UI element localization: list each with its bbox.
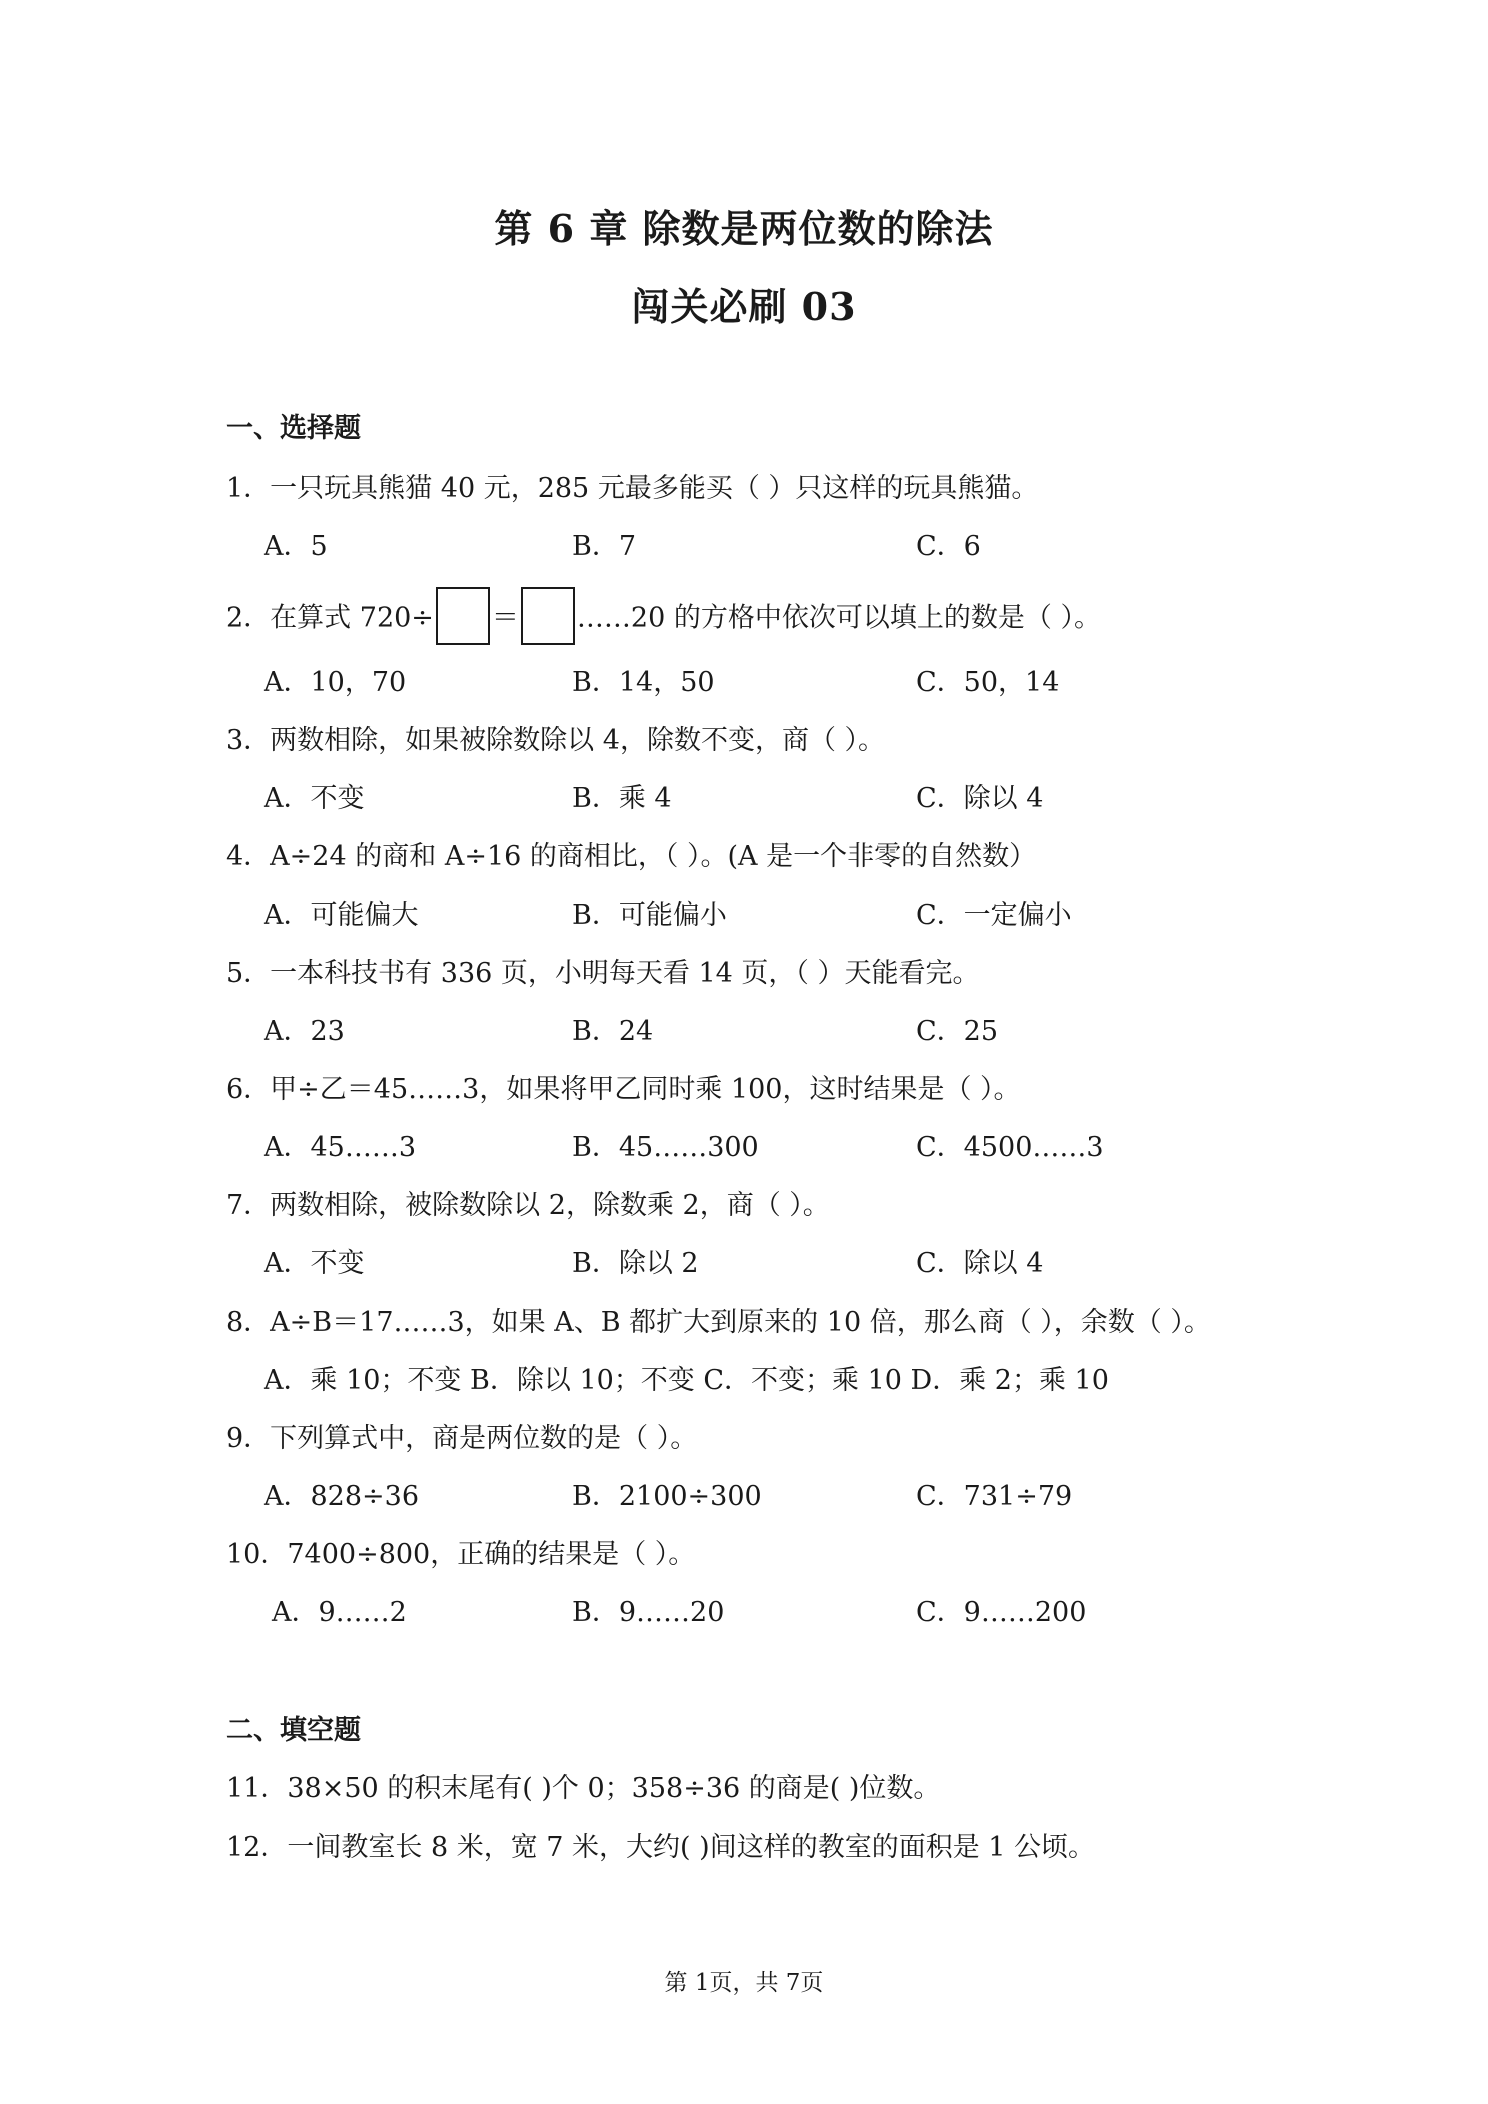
option-c: C．25: [916, 1016, 999, 1047]
question-5: 5．一本科技书有 336 页，小明每天看 14 页，（ ）天能看完。: [226, 958, 980, 989]
option-a: A．9……2: [272, 1597, 407, 1628]
question-12: 12．一间教室长 8 米，宽 7 米，大约( )间这样的教室的面积是 1 公顷。: [226, 1832, 1096, 1863]
option-b: B．除以 2: [572, 1248, 699, 1279]
option-c: C．731÷79: [916, 1481, 1073, 1512]
question-2-text-before: 2．在算式 720÷: [226, 602, 434, 634]
option-c: C．50，14: [916, 667, 1060, 698]
page-subtitle: 闯关必刷 03: [631, 284, 857, 329]
option-a: A．5: [264, 531, 328, 562]
question-1: 1．一只玩具熊猫 40 元，285 元最多能买（ ）只这样的玩具熊猫。: [226, 473, 1039, 504]
option-b: B．2100÷300: [572, 1481, 762, 1512]
option-b: B．45……300: [572, 1132, 759, 1163]
option-c: C．一定偏小: [916, 900, 1072, 931]
option-c: C．6: [916, 531, 981, 562]
question-2-equals: ＝: [491, 602, 519, 634]
option-b: B．9……20: [572, 1597, 725, 1628]
question-2-text-after: ……20 的方格中依次可以填上的数是（ ）。: [576, 602, 1101, 634]
option-b: B．7: [572, 531, 637, 562]
question-6: 6．甲÷乙＝45……3，如果将甲乙同时乘 100，这时结果是（ ）。: [226, 1074, 1021, 1105]
option-a: A．可能偏大: [264, 900, 419, 931]
question-2: [226, 590, 1101, 648]
option-a: A．10，70: [264, 667, 407, 698]
option-a: A．不变: [264, 1248, 365, 1279]
option-b: B．可能偏小: [572, 900, 727, 931]
question-9: 9．下列算式中，商是两位数的是（ ）。: [226, 1423, 698, 1454]
option-a: A．23: [264, 1016, 345, 1047]
option-c: C．4500……3: [916, 1132, 1104, 1163]
page-title: 第 6 章 除数是两位数的除法: [494, 206, 994, 251]
option-a: A．不变: [264, 783, 365, 814]
option-a: A．828÷36: [264, 1481, 420, 1512]
question-8-options: A．乘 10；不变 B．除以 10；不变 C．不变；乘 10 D．乘 2；乘 10: [264, 1365, 1109, 1396]
option-c: C．除以 4: [916, 783, 1044, 814]
question-7: 7．两数相除，被除数除以 2，除数乘 2，商（ ）。: [226, 1190, 830, 1221]
answer-box-2[interactable]: [521, 587, 575, 645]
question-3: 3．两数相除，如果被除数除以 4，除数不变，商（ ）。: [226, 725, 886, 756]
section-title-fill-in: 二、填空题: [226, 1715, 361, 1746]
option-b: B．乘 4: [572, 783, 672, 814]
option-b: B．14，50: [572, 667, 715, 698]
question-11: 11．38×50 的积末尾有( )个 0；358÷36 的商是( )位数。: [226, 1773, 941, 1804]
option-c: C．9……200: [916, 1597, 1087, 1628]
option-c: C．除以 4: [916, 1248, 1044, 1279]
page-footer: 第 1页，共 7页: [664, 1970, 824, 1996]
section-title-choice: 一、选择题: [226, 413, 361, 444]
option-a: A．45……3: [264, 1132, 417, 1163]
question-4: 4．A÷24 的商和 A÷16 的商相比，（ ）。(A 是一个非零的自然数）: [226, 841, 1037, 872]
answer-box-1[interactable]: [436, 587, 490, 645]
question-8: 8．A÷B＝17……3，如果 A、B 都扩大到原来的 10 倍，那么商（ ），余数（ ）。: [226, 1307, 1211, 1338]
option-b: B．24: [572, 1016, 654, 1047]
question-10: 10．7400÷800，正确的结果是（ ）。: [226, 1539, 696, 1570]
